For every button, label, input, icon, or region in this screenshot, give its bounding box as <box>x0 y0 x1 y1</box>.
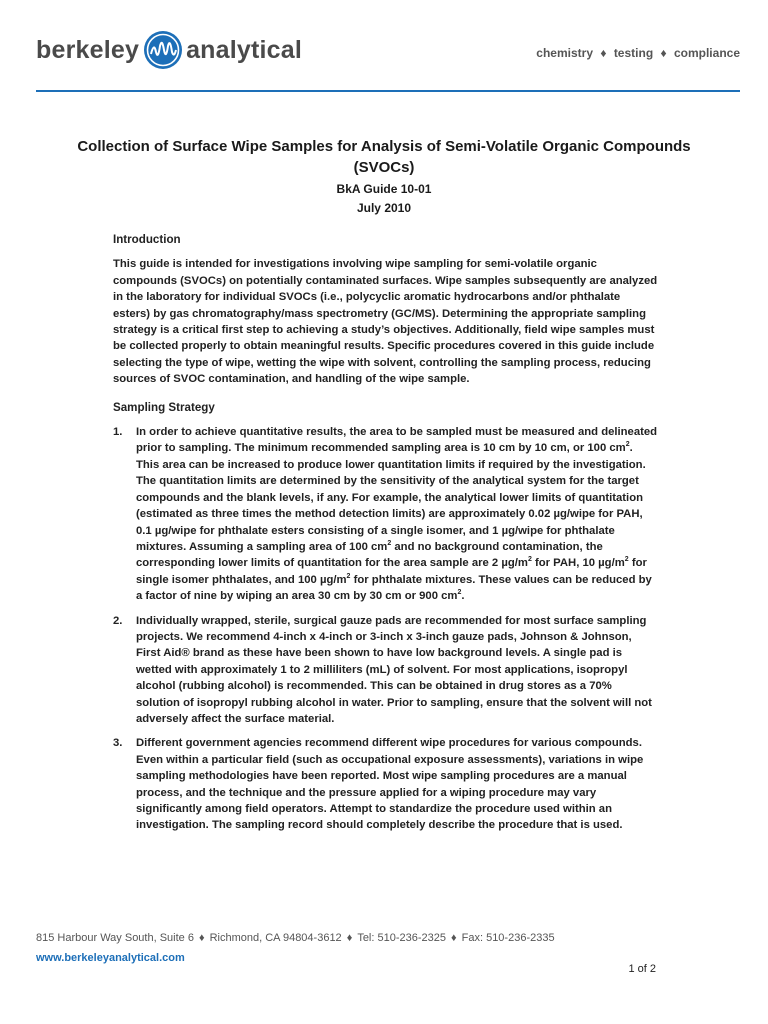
guide-number: BkA Guide 10-01 <box>336 182 432 196</box>
list-item-number: 3. <box>113 737 123 750</box>
list-item <box>113 424 658 604</box>
list-item <box>113 735 658 833</box>
footer-address: 815 Harbour Way South, Suite 6 ♦ Richmond, CA 94804-3612 ♦ Tel: 510-236-2325 ♦ Fax: 510-236-2335 <box>36 932 555 944</box>
list-item-number: 1. <box>113 426 123 439</box>
website-link[interactable]: www.berkeleyanalytical.com <box>36 952 185 964</box>
document-date: July 2010 <box>356 201 412 215</box>
page-header <box>36 24 740 90</box>
diamond-icon: ♦ <box>346 932 353 944</box>
document-title: Collection of Surface Wipe Samples for Analysis of Semi-Volatile Organic Compounds (SVOCs) <box>77 138 691 176</box>
document-body <box>113 232 658 842</box>
logo-text-right: analytical <box>186 35 303 64</box>
company-logo <box>36 30 302 70</box>
logo-text-left: berkeley <box>36 35 140 64</box>
list-item <box>113 613 658 728</box>
section-heading-introduction: Introduction <box>113 233 181 246</box>
tagline <box>536 46 740 60</box>
tagline-item: compliance <box>673 46 740 60</box>
list-item-number: 2. <box>113 614 123 627</box>
list-item-text: In order to achieve quantitative results, the area to be sampled must be measured and delineated prior to sampling. The minimum recommended sampling area is 10 cm by 10 cm, or 100 $cm^2$. This area can be increased to produce lower quantitation limits if required by the investigation. The quantitation limits are determined by the sensitivity of the analytical system for the target compounds and the blank levels, if any. For example, the analytical lower limits of quantitation (estimated as three times the method detection limits) are approximately 0.02 µg/wipe for PAH, 0.1 µg/wipe for phthalate esters consisting of a single isomer, and 1 µg/wipe for phthalate mixtures. Assuming a sampling area of 100 $cm^2$ and no background contamination, the corresponding lower limits of quantitation for the area sample are 2 $\mu g/m^2$ for PAH, 10 $\mu g/m^2$ for single isomer phthalates, and 100 $\mu g/m^2$ for phthalate mixtures. These values can be reduced by a factor of nine by wiping an area 30 cm by 30 cm or 900 $cm^2$. <box>136 426 658 603</box>
introduction-paragraph: This guide is intended for investigations involving wipe sampling for semi-volatile organic compounds (SVOCs) on potentially contaminated surfaces. Wipe samples subsequently are analyzed in the laboratory for individual SVOCs (i.e., polycyclic aromatic hydrocarbons and/or phthalate esters) by gas chromatography/mass spectrometry (GC/MS). Determining the appropriate sampling strategy is a critical first step to achieving a study’s objectives. Additionally, field wipe samples must be collected properly to obtain meaningful results. Specific procedures covered in this guide include selecting the type of wipe, wetting the wipe with solvent, controlling the sampling process, reducing sources of SVOC contamination, and handling of the wipe sample. <box>113 258 658 386</box>
diamond-icon: ♦ <box>660 46 667 60</box>
list-item-text: Individually wrapped, sterile, surgical gauze pads are recommended for most surface sampling projects. We recommend 4-inch x 4-inch or 3-inch x 3-inch gauze pads, Johnson & Johnson, First Aid® brand as these have been shown to have low background levels. A single pad is wetted with approximately 1 to 2 milliliters (mL) of solvent. For most applications, isopropyl alcohol (rubbing alcohol) is recommended. This can be obtained in drug stores as a 70% solution of isopropyl rubbing alcohol in water. Prior to sampling, ensure that the solvent will not adversely affect the surface material. <box>136 614 652 725</box>
diamond-icon: ♦ <box>451 932 457 944</box>
document-subtitle <box>60 180 708 218</box>
section-heading-sampling-strategy: Sampling Strategy <box>113 400 215 414</box>
page-number: 1 of 2 <box>628 963 656 975</box>
diamond-icon: ♦ <box>600 46 607 60</box>
wave-logo-icon <box>143 30 183 70</box>
tagline-item: chemistry <box>536 46 593 60</box>
header-divider <box>36 90 740 92</box>
list-item-text: Different government agencies recommend different wipe procedures for various compounds. Even within a particular field (such as occupational exposure assessments), variations in wipe sampling methodologies have been reported. Most wipe sampling procedures are a manual process, and the technique and the pressure applied for a wiping procedure may vary significantly among field operators. Attempt to standardize the procedure used within an investigation. The sampling record should completely describe the procedure that is used. <box>136 737 644 832</box>
sampling-strategy-list <box>113 424 658 834</box>
tagline-item: testing <box>613 46 654 60</box>
diamond-icon: ♦ <box>198 932 205 944</box>
